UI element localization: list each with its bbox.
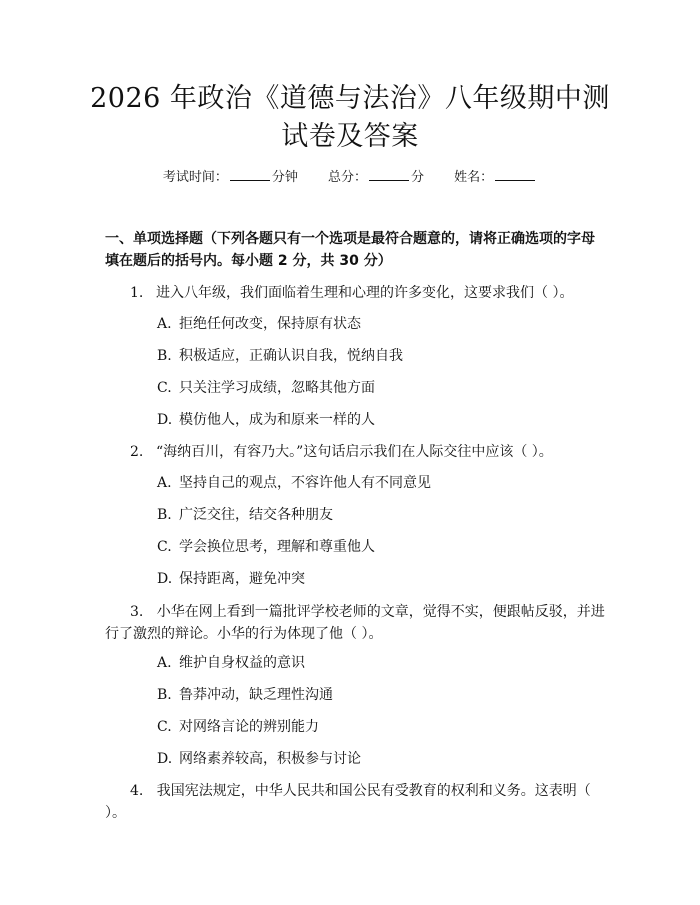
option-letter: D. [157,412,173,428]
option-letter: C. [157,380,172,396]
question-3-option-d [157,749,607,769]
option-letter: B. [157,348,172,364]
question-2-option-c [157,537,607,557]
student-name-label: 姓名： [454,170,494,185]
question-3 [105,601,605,645]
option-letter: D. [157,571,173,587]
option-letter: A. [157,655,172,671]
question-text: “海纳百川，有容乃大。”这句话启示我们在人际交往中应该（ ）。 [156,444,553,460]
option-letter: C. [157,539,172,555]
total-score-label: 总分： [327,170,367,185]
option-letter: A. [157,316,172,332]
option-text: 只关注学习成绩，忽略其他方面 [179,380,375,396]
student-name-field [454,168,537,188]
option-text: 维护自身权益的意识 [179,655,305,671]
option-text: 坚持自己的观点，不容许他人有不同意见 [179,475,431,491]
question-1-option-c [157,378,607,398]
question-text: 进入八年级，我们面临着生理和心理的许多变化，这要求我们（ ）。 [156,285,574,301]
option-text: 拒绝任何改变，保持原有状态 [179,316,361,332]
question-number: 3. [130,604,144,620]
page-title: 2026 年政治《道德与法治》八年级期中测试卷及答案 [90,83,610,152]
option-text: 广泛交往，结交各种朋友 [179,507,333,523]
exam-time-blank [230,168,270,181]
option-text: 鲁莽冲动，缺乏理性沟通 [179,687,333,703]
option-letter: D. [157,751,173,767]
question-number: 2. [130,444,144,460]
option-text: 保持距离，避免冲突 [179,571,305,587]
question-2-option-d [157,569,607,589]
question-text: 我国宪法规定，中华人民共和国公民有受教育的权利和义务。这表明（ ）。 [105,783,591,821]
total-score-field [328,168,424,188]
question-1-option-d [157,410,607,430]
question-1-option-b [157,346,607,366]
option-letter: B. [157,687,172,703]
question-2 [105,441,605,463]
question-3-option-c [157,717,607,737]
option-text: 对网络言论的辨别能力 [179,719,319,735]
question-3-option-a [157,653,607,673]
question-4 [105,780,605,824]
question-text: 小华在网上看到一篇批评学校老师的文章，觉得不实，便跟帖反驳，并进行了激烈的辩论。小华的行为体现了他（ ）。 [105,604,605,642]
question-1 [105,282,605,304]
exam-time-field [163,168,298,188]
total-score-unit: 分 [411,170,425,185]
exam-meta [0,168,700,188]
question-2-option-b [157,505,607,525]
section-heading: 一、单项选择题（下列各题只有一个选项是最符合题意的，请将正确选项的字母填在题后的括号内。每小题 2 分，共 30 分） [105,231,595,269]
option-letter: C. [157,719,172,735]
student-name-blank [495,168,535,181]
option-text: 网络素养较高，积极参与讨论 [179,751,361,767]
question-3-option-b [157,685,607,705]
question-1-option-a [157,314,607,334]
option-text: 模仿他人，成为和原来一样的人 [179,412,375,428]
question-number: 4. [130,783,144,799]
question-number: 1. [130,285,144,301]
option-letter: B. [157,507,172,523]
option-text: 学会换位思考，理解和尊重他人 [179,539,375,555]
total-score-blank [369,168,409,181]
option-letter: A. [157,475,172,491]
exam-time-label: 考试时间： [162,170,228,185]
question-2-option-a [157,473,607,493]
option-text: 积极适应，正确认识自我，悦纳自我 [179,348,403,364]
exam-time-unit: 分钟 [271,170,298,185]
